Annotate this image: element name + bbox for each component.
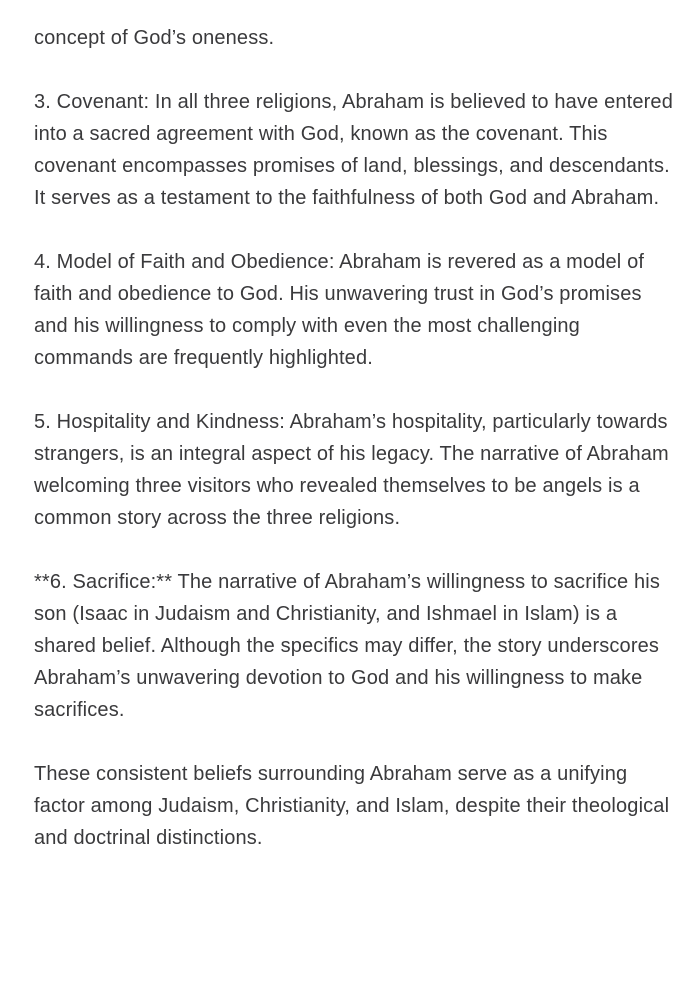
paragraph-conclusion: These consistent beliefs surrounding Abraham serve as a unifying factor among Judaism, Christianity, and Islam, despite their theological and doctrinal distinctions. bbox=[34, 763, 670, 849]
paragraph-oneness-fragment: concept of God’s oneness. bbox=[34, 27, 275, 49]
paragraph-faith-obedience: 4. Model of Faith and Obedience: Abraham is revered as a model of faith and obedience to God. His unwavering trust in God’s promises and his willingness to comply with even the most challenging commands are frequently highlighted. bbox=[34, 251, 645, 369]
paragraph-covenant: 3. Covenant: In all three religions, Abraham is believed to have entered into a sacred agreement with God, known as the covenant. This covenant encompasses promises of land, blessings, and descendants. It serves as a testament to the faithfulness of both God and Abraham. bbox=[34, 91, 673, 209]
paragraph-hospitality: 5. Hospitality and Kindness: Abraham’s hospitality, particularly towards strangers, is an integral aspect of his legacy. The narrative of Abraham welcoming three visitors who revealed themselves to be angels is a common story across the three religions. bbox=[34, 411, 669, 529]
paragraph-sacrifice: **6. Sacrifice:** The narrative of Abraham’s willingness to sacrifice his son (Isaac in Judaism and Christianity, and Ishmael in Islam) is a shared belief. Although the specifics may differ, the story underscores Abraham’s unwavering devotion to God and his willingness to make sacrifices. bbox=[34, 571, 661, 721]
message-body bbox=[34, 22, 674, 854]
